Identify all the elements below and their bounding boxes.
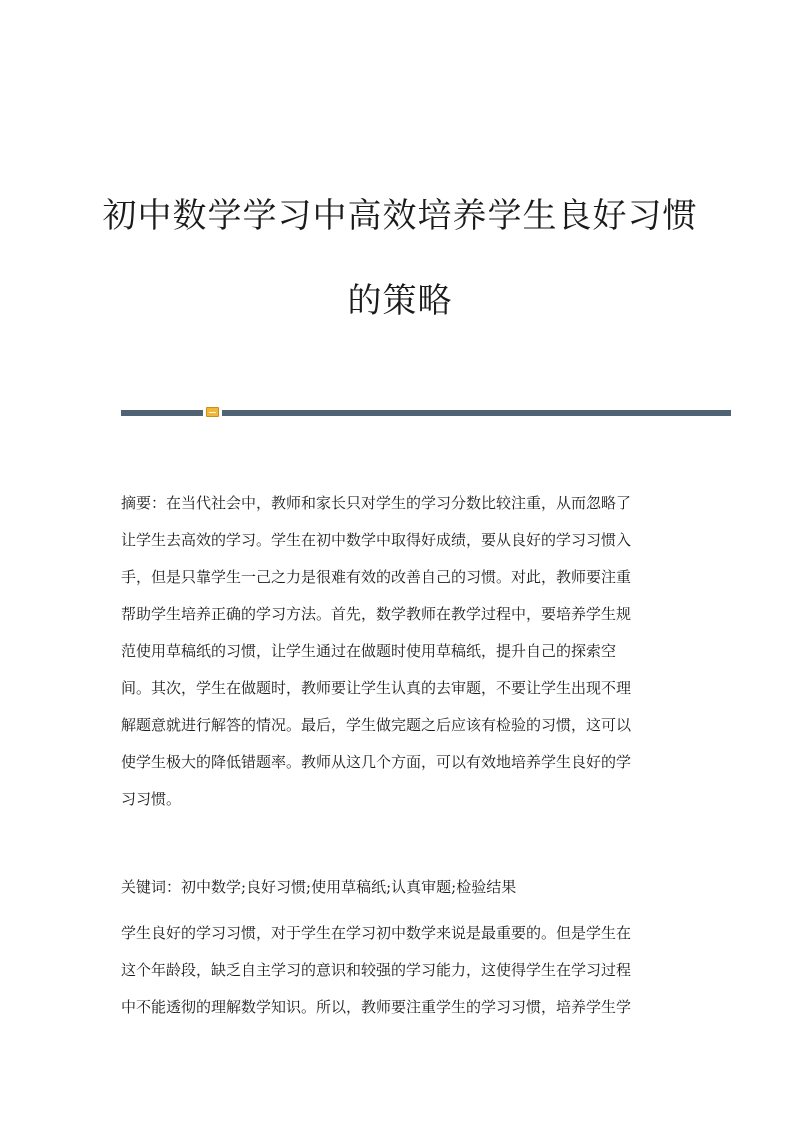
body-paragraph bbox=[121, 915, 681, 1026]
keywords-line bbox=[121, 869, 681, 906]
abstract-paragraph bbox=[121, 485, 681, 818]
abstract-line: 习习惯。 bbox=[121, 790, 182, 808]
abstract-line: 间。其次，学生在做题时，教师要让学生认真的去审题，不要让学生出现不理 bbox=[121, 679, 632, 697]
body-line: 学生良好的学习习惯，对于学生在学习初中数学来说是最重要的。但是学生在 bbox=[121, 924, 632, 942]
abstract-line: 范使用草稿纸的习惯，让学生通过在做题时使用草稿纸，提升自己的探索空 bbox=[121, 642, 617, 660]
abstract-line: 手，但是只靠学生一己之力是很难有效的改善自己的习惯。对此，教师要注重 bbox=[121, 568, 632, 586]
title-line-1: 初中数学学习中高效培养学生良好习惯 bbox=[102, 196, 698, 236]
body-line: 这个年龄段，缺乏自主学习的意识和较强的学习能力，这使得学生在学习过程 bbox=[121, 961, 632, 979]
title-divider bbox=[121, 407, 731, 417]
title-line-2: 的策略 bbox=[347, 281, 453, 321]
abstract-line: 解题意就进行解答的情况。最后，学生做完题之后应该有检验的习惯，这可以 bbox=[121, 716, 632, 734]
abstract-line: 摘要：在当代社会中，教师和家长只对学生的学习分数比较注重，从而忽略了 bbox=[121, 494, 632, 512]
divider-left-segment bbox=[121, 410, 203, 416]
document-emblem-icon bbox=[206, 407, 219, 417]
abstract-line: 帮助学生培养正确的学习方法。首先，数学教师在教学过程中，要培养学生规 bbox=[121, 605, 632, 623]
abstract-line: 让学生去高效的学习。学生在初中数学中取得好成绩，要从良好的学习习惯入 bbox=[121, 531, 632, 549]
divider-right-segment bbox=[222, 410, 731, 416]
abstract-line: 使学生极大的降低错题率。教师从这几个方面，可以有效地培养学生良好的学 bbox=[121, 753, 632, 771]
body-line: 中不能透彻的理解数学知识。所以，教师要注重学生的学习习惯，培养学生学 bbox=[121, 998, 632, 1016]
keywords-text: 关键词：初中数学;良好习惯;使用草稿纸;认真审题;检验结果 bbox=[121, 878, 517, 896]
